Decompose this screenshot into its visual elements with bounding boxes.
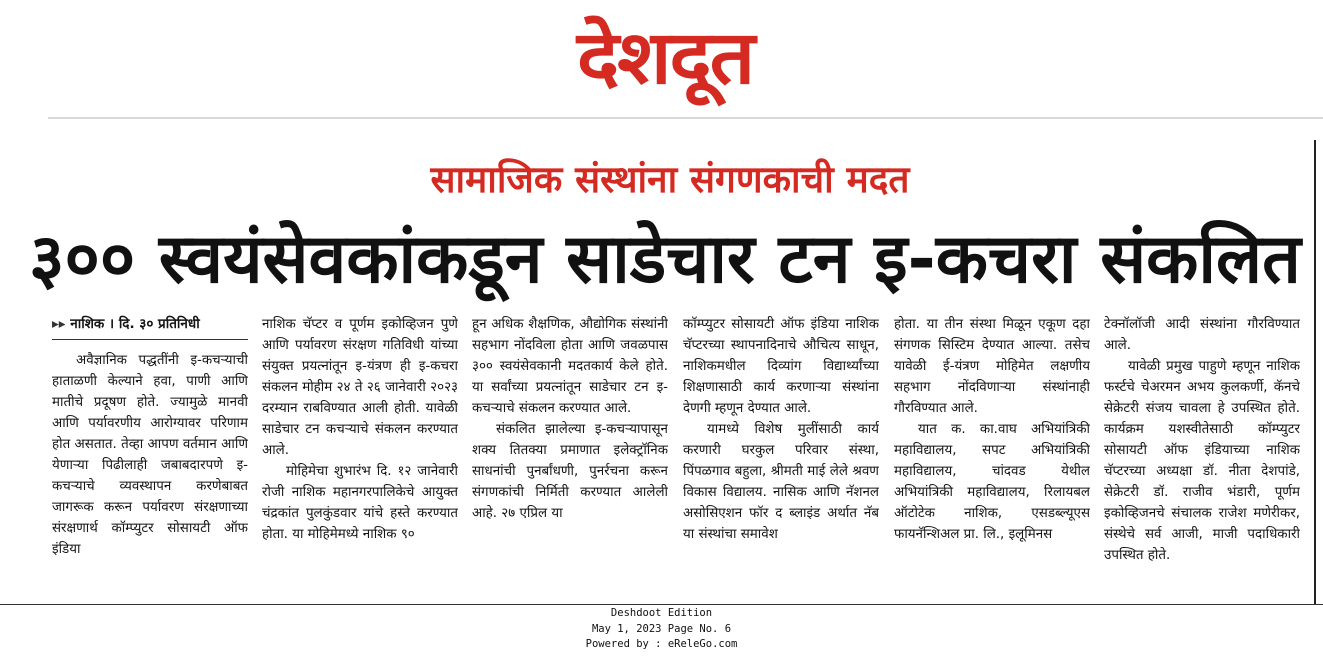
footer-date-page: May 1, 2023 Page No. 6 — [591, 622, 732, 635]
paragraph: अवैज्ञानिक पद्धतींनी इ-कचऱ्याची हाताळणी केल्याने हवा, पाणी आणि मातीचे प्रदूषण होते. ज्यामुळे मानवी आणि पर्यावरणीय आरोग्यावर परिणाम होत असतात. तेव्हा आपण वर्तमान आणि येणाऱ्या पिढीलाही जबाबदारपणे इ-कचऱ्याचे व्यवस्थापन करणेबाबत जागरूक करून पर्यावरण संरक्षणाच्या संरक्षणार्थ कॉम्प्युटर सोसायटी ऑफ इंडिया — [52, 353, 248, 557]
newspaper-logo: देशदूत — [576, 15, 754, 101]
article-column-1 — [52, 314, 248, 604]
paragraph: यात क. का.वाघ अभियांत्रिकी महाविद्यालय, सपट अभियांत्रिकी महाविद्यालय, चांदवड येथील अभियांत्रिकी महाविद्यालय, रिलायबल ऑटोटेक नाशिक, एसडब्ल्यूएस फायनॅन्शिअल प्रा. लि., इलूमिनस — [894, 422, 1090, 542]
masthead-divider — [48, 117, 1323, 119]
paragraph: होता. या तीन संस्था मिळून एकूण दहा संगणक सिस्टिम देण्यात आल्या. तसेच यावेळी ई-यंत्रण मोहिमेत लक्षणीय सहभाग नोंदविणाऱ्या संस्थांनाही गौरविण्यात आले. — [894, 317, 1090, 416]
footer-divider — [0, 604, 1323, 605]
article-column-5 — [894, 314, 1090, 604]
paragraph: यामध्ये विशेष मुलींसाठी कार्य करणारी घरकुल परिवार संस्था, पिंपळगाव बहुला, श्रीमती माई लेले श्रवण विकास विद्यालय. नासिक आणि नॅशनल असोसिएशन फॉर द ब्लाइंड अर्थात नॅब या संस्थांचा समावेश — [683, 422, 879, 542]
paragraph: टेक्नॉलॉजी आदी संस्थांना गौरविण्यात आले. — [1104, 317, 1300, 353]
article-body — [50, 314, 1312, 604]
page-edge-rule — [1314, 140, 1316, 605]
byline-arrow-icon: ▸▸ — [52, 316, 71, 332]
paragraph: हून अधिक शैक्षणिक, औद्योगिक संस्थांनी सहभाग नोंदविला होता आणि जवळपास ३०० स्वयंसेवकानी मदतकार्य केले होते. या सर्वांच्या प्रयत्नांतून साडेचार टन इ-कचऱ्याचे संकलन करण्यात आले. — [472, 317, 668, 416]
article-column-3 — [472, 314, 668, 604]
article-column-6 — [1104, 314, 1300, 604]
article-kicker: सामाजिक संस्थांना संगणकाची मदत — [430, 158, 910, 201]
paragraph: संकलित झालेल्या इ-कचऱ्यापासून शक्य तितक्या प्रमाणात इलेक्ट्रॉनिक साधनांची पुनर्बांधणी, पुनर्रचना करून संगणकांची निर्मिती करण्यात आलेली आहे. २७ एप्रिल या — [472, 422, 668, 521]
byline — [52, 314, 248, 340]
article-column-2 — [262, 314, 458, 604]
paragraph: यावेळी प्रमुख पाहुणे म्हणून नाशिक फर्स्टचे चेअरमन अभय कुलकर्णी, कॅनचे सेक्रेटरी संजय चावला हे उपस्थित होते. कार्यक्रम यशस्वीतेसाठी कॉम्प्युटर सोसायटी ऑफ इंडियाच्या नाशिक चॅप्टरच्या अध्यक्षा डॉ. नीता देशपांडे, सेक्रेटरी डॉ. राजीव भंडारी, पूर्णम इकोव्हिजनचे संचालक राजेश मणेरीकर, संस्थेचे सर्व आजी, माजी पदाधिकारी उपस्थित होते. — [1104, 359, 1300, 563]
paragraph: कॉम्प्युटर सोसायटी ऑफ इंडिया नाशिक चॅप्टरच्या स्थापनादिनाचे औचित्य साधून, नाशिकमधील दिव्यांग विद्यार्थ्यांच्या शिक्षणासाठी कार्य करणाऱ्या संस्थांना देणगी म्हणून देण्यात आले. — [683, 317, 879, 416]
footer-edition: Deshdoot Edition — [610, 607, 713, 619]
paragraph: मोहिमेचा शुभारंभ दि. १२ जानेवारी रोजी नाशिक महानगरपालिकेचे आयुक्त चंद्रकांत पुलकुंडवार यांचे हस्ते करण्यात होता. या मोहिमेमध्ये नाशिक ९० — [262, 464, 458, 542]
footer-powered-by: Powered by : eReleGo.com — [585, 638, 738, 650]
paragraph: नाशिक चॅप्टर व पूर्णम इकोव्हिजन पुणे आणि पर्यावरण संरक्षण गतिविधी यांच्या संयुक्त प्रयत्नांतून इ-यंत्रण ही इ-कचरा संकलन मोहीम २४ ते २६ जानेवारी २०२३ दरम्यान राबविण्यात आली होती. यावेळी साडेचार टन कचऱ्याचे संकलन करण्यात आले. — [262, 317, 458, 458]
masthead — [0, 0, 1323, 118]
article-headline: ३०० स्वयंसेवकांकडून साडेचार टन इ-कचरा संकलित — [29, 220, 1301, 299]
page-footer — [0, 606, 1323, 656]
byline-text: नाशिक । दि. ३० प्रतिनिधी — [70, 316, 200, 332]
article-column-4 — [683, 314, 879, 604]
